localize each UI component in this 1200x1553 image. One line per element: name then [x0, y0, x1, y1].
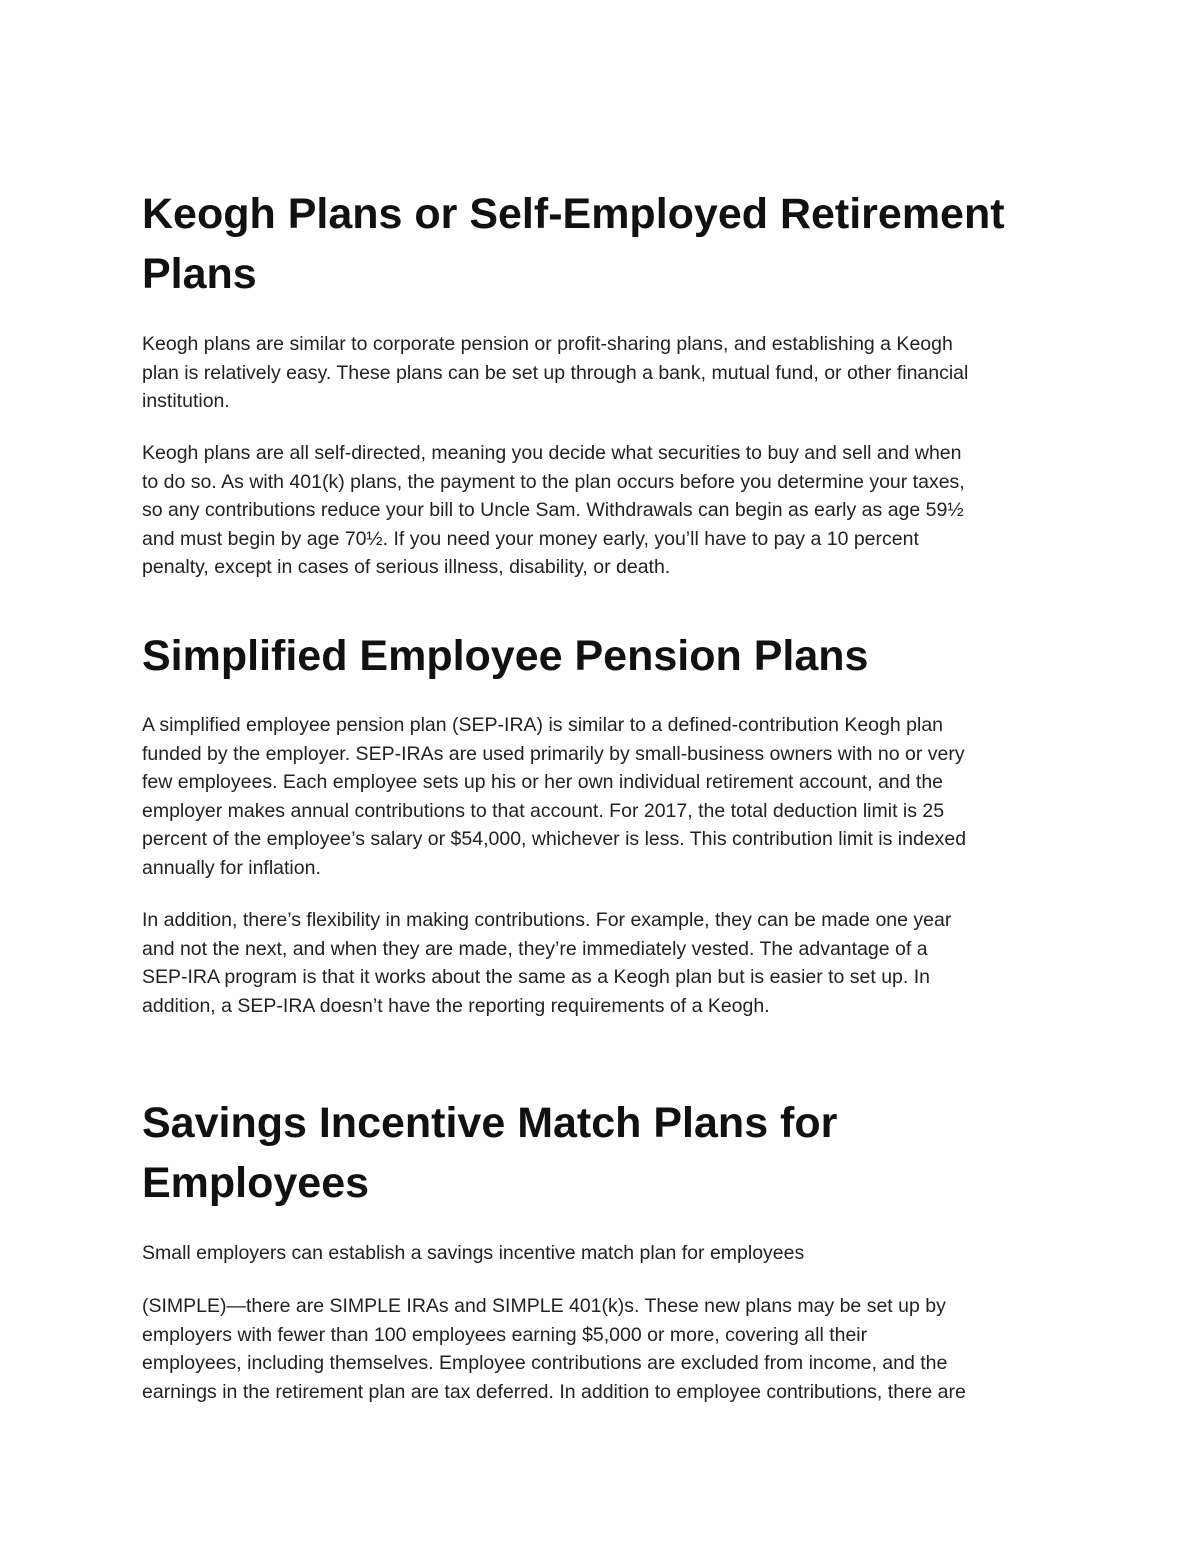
- paragraph-line: annually for inflation.: [142, 856, 321, 879]
- heading-line: Simplified Employee Pension Plans: [142, 632, 869, 680]
- paragraph-line: Small employers can establish a savings incentive match plan for employees: [142, 1242, 805, 1264]
- paragraph-line: SEP-IRA program is that it works about the same as a Keogh plan but is easier to set up. In: [142, 966, 930, 988]
- paragraph-line: employees, including themselves. Employee contributions are excluded from income, and the: [142, 1352, 948, 1374]
- paragraph-line: A simplified employee pension plan (SEP-IRA) is similar to a defined-contribution Keogh plan: [142, 714, 944, 736]
- paragraph-line: funded by the employer. SEP-IRAs are used primarily by small-business owners with no or very: [142, 742, 965, 765]
- paragraph-line: plan is relatively easy. These plans can be set up through a bank, mutual fund, or other financial: [142, 361, 969, 384]
- paragraph-line: institution.: [142, 390, 230, 412]
- paragraph-line: addition, a SEP-IRA doesn’t have the reporting requirements of a Keogh.: [142, 994, 770, 1017]
- paragraph-line: few employees. Each employee sets up his or her own individual retirement account, and the: [142, 771, 944, 793]
- paragraph-line: percent of the employee’s salary or $54,000, whichever is less. This contribution limit is indexed: [142, 828, 967, 850]
- paragraph-sep-flexibility: [142, 906, 951, 1020]
- paragraph-line: Keogh plans are similar to corporate pension or profit-sharing plans, and establishing a Keogh: [142, 333, 953, 355]
- paragraph-line: Keogh plans are all self-directed, meaning you decide what securities to buy and sell and when: [142, 442, 962, 464]
- paragraph-line: (SIMPLE)—there are SIMPLE IRAs and SIMPLE 401(k)s. These new plans may be set up by: [142, 1295, 946, 1317]
- paragraph-line: employers with fewer than 100 employees earning $5,000 or more, covering all their: [142, 1323, 868, 1346]
- paragraph-line: to do so. As with 401(k) plans, the payment to the plan occurs before you determine your taxes,: [142, 470, 965, 493]
- section-heading-keogh: [142, 184, 1005, 304]
- paragraph-line: penalty, except in cases of serious illness, disability, or death.: [142, 556, 671, 578]
- section-heading-sep: [142, 626, 868, 686]
- heading-line: Keogh Plans or Self-Employed Retirement: [142, 190, 1005, 238]
- section-heading-simple: [142, 1093, 837, 1213]
- paragraph-sep-intro: [142, 711, 966, 882]
- paragraph-line: In addition, there’s flexibility in making contributions. For example, they can be made one year: [142, 909, 952, 931]
- paragraph-simple-intro: [142, 1239, 804, 1268]
- paragraph-line: employer makes annual contributions to that account. For 2017, the total deduction limit is 25: [142, 799, 945, 822]
- paragraph-line: so any contributions reduce your bill to Uncle Sam. Withdrawals can begin as early as age 59½: [142, 499, 964, 521]
- heading-line: Employees: [142, 1159, 370, 1207]
- paragraph-keogh-intro: [142, 330, 968, 416]
- paragraph-line: and must begin by age 70½. If you need your money early, you’ll have to pay a 10 percent: [142, 527, 919, 550]
- heading-line: Plans: [142, 250, 257, 298]
- paragraph-simple-details: [142, 1292, 966, 1406]
- paragraph-line: and not the next, and when they are made, they’re immediately vested. The advantage of a: [142, 937, 928, 960]
- paragraph-line: earnings in the retirement plan are tax deferred. In addition to employee contributions, there are: [142, 1380, 966, 1403]
- heading-line: Savings Incentive Match Plans for: [142, 1099, 838, 1147]
- paragraph-keogh-details: [142, 439, 965, 582]
